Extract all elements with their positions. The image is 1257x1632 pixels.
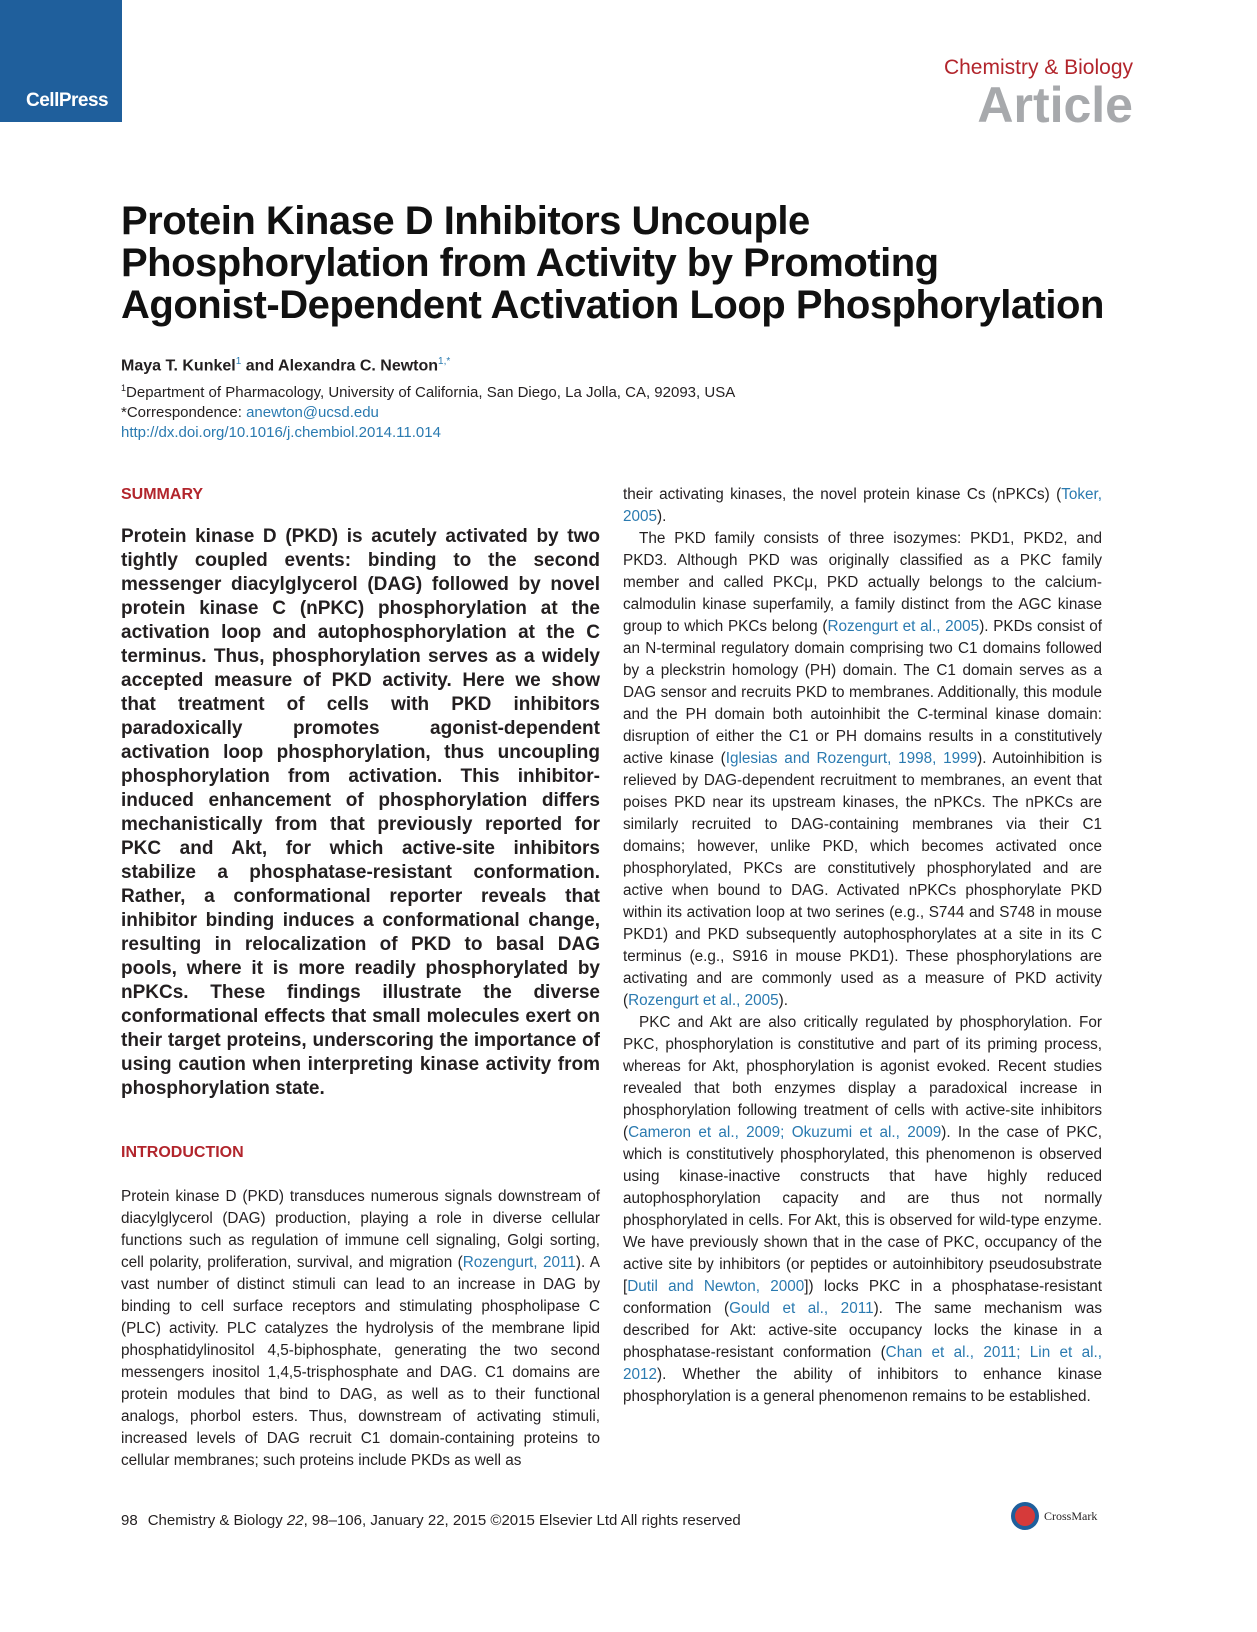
citation-link[interactable]: Cameron et al., 2009; Okuzumi et al., 2009	[628, 1124, 942, 1141]
summary-text: Protein kinase D (PKD) is acutely activated by two tightly coupled events: binding to the second messenger diacylglycerol (DAG) followed by novel protein kinase C (nPKC) phosphorylation at the activation loop and autophosphorylation at the C terminus. Thus, phosphorylation serves as a widely accepted measure of PKD activity. Here we show that treatment of cells with PKD inhibitors paradoxically promotes agonist-dependent activation loop phosphorylation, thus uncoupling phosphorylation from activation. This inhibitor-induced enhancement of phosphorylation differs mechanistically from that previously reported for PKC and Akt, for which active-site inhibitors stabilize a phosphatase-resistant conformation. Rather, a conformational reporter reveals that inhibitor binding induces a conformational change, resulting in relocalization of PKD to basal DAG pools, where it is more readily phosphorylated by nPKCs. These findings illustrate the diverse conformational effects that small molecules exert on their target proteins, underscoring the importance of using caution when interpreting kinase activity from phosphorylation state.	[121, 526, 600, 1099]
affiliation-block	[121, 378, 735, 443]
paragraph	[623, 1012, 1102, 1408]
cellpress-logo-text: CellPress	[26, 90, 109, 111]
introduction-heading: INTRODUCTION	[121, 1144, 244, 1161]
page-footer	[121, 1512, 741, 1529]
crossmark-label: CrossMark	[1044, 1508, 1098, 1523]
citation-link[interactable]: Rozengurt et al., 2005	[827, 618, 980, 635]
page-number: 98	[121, 1512, 138, 1529]
paragraph-text: PKC and Akt are also critically regulated by phosphorylation. For PKC, phosphorylation is constitutive and part of its priming process, whereas for Akt, phosphorylation is agonist evoked. Recent studies revealed that both enzymes display a paradoxical increase in phosphorylation following treatment of cells with active-site inhibitors (	[623, 1014, 1102, 1141]
correspondence-label: *Correspondence:	[121, 404, 247, 421]
paragraph-text: The PKD family consists of three isozymes: PKD1, PKD2, and PKD3. Although PKD was originally classified as a PKC family member and called PKCμ, PKD actually belongs to the calcium-calmodulin kinase superfamily, a family distinct from the AGC kinase group to which PKCs belong (	[623, 530, 1102, 635]
author-name: Alexandra C. Newton	[278, 357, 439, 375]
crossmark-icon	[1011, 1502, 1039, 1530]
paragraph-text: ). The same mechanism was described for Akt: active-site occupancy locks the kinase in a phosphatase-resistant conformation (	[623, 1300, 1102, 1361]
crossmark-badge[interactable]	[1011, 1502, 1097, 1530]
citation-link[interactable]: Chan et al., 2011; Lin et al., 2012	[623, 1344, 1102, 1383]
footer-volume: 22	[286, 1512, 304, 1529]
doi-link[interactable]: http://dx.doi.org/10.1016/j.chembiol.2014.11.014	[121, 424, 441, 441]
paragraph-text: ). PKDs consist of an N-terminal regulatory domain comprising two C1 domains followed by a pleckstrin homology (PH) domain. The C1 domain serves as a DAG sensor and recruits PKD to membranes. Additionally, this module and the PH domain both autoinhibit the C-terminal kinase domain: disruption of either the C1 or PH domains results in a constitutively active kinase (	[623, 618, 1102, 767]
paragraph	[623, 528, 1102, 1012]
citation-link[interactable]: Dutil and Newton, 2000	[627, 1278, 805, 1295]
citation-link[interactable]: Rozengurt et al., 2005	[628, 992, 779, 1009]
citation-link[interactable]: Iglesias and Rozengurt, 1998, 1999	[725, 750, 978, 767]
citation-link[interactable]: Toker, 2005	[623, 486, 1102, 525]
right-column	[623, 484, 1102, 1408]
author-name: Maya T. Kunkel	[121, 357, 236, 375]
paragraph-text: ]) locks PKC in a phosphatase-resistant conformation (	[623, 1278, 1102, 1317]
paragraph-text: their activating kinases, the novel protein kinase Cs (nPKCs) (	[623, 486, 1062, 503]
author-affil-mark: 1,*	[438, 356, 451, 367]
cellpress-logo	[26, 90, 108, 112]
journal-name: Chemistry & Biology	[943, 56, 1133, 79]
cellpress-banner	[0, 0, 122, 122]
paragraph-text: ).	[778, 992, 788, 1009]
paragraph-text: ).	[657, 508, 667, 525]
author-list	[121, 356, 450, 375]
citation-link[interactable]: Rozengurt, 2011	[462, 1254, 576, 1271]
summary-heading: SUMMARY	[121, 486, 204, 503]
paragraph	[121, 1186, 600, 1472]
paragraph-text: ). Whether the ability of inhibitors to enhance kinase phosphorylation is a general phenomenon remains to be established.	[623, 1366, 1102, 1405]
footer-journal: Chemistry & Biology	[147, 1512, 287, 1529]
citation-link[interactable]: Gould et al., 2011	[729, 1300, 874, 1317]
title-line: Phosphorylation from Activity by Promoting	[121, 241, 939, 285]
paragraph-text: Protein kinase D (PKD) transduces numerous signals downstream of diacylglycerol (DAG) production, playing a role in diverse cellular functions such as regulation of immune cell signaling, Golgi sorting, cell polarity, proliferation, survival, and migration (	[121, 1188, 600, 1271]
article-type: Article	[977, 77, 1133, 133]
paragraph-text: ). Autoinhibition is relieved by DAG-dependent recruitment to membranes, an event that poises PKD near its upstream kinases, the nPKCs. The nPKCs are similarly recruited to DAG-containing membranes via their C1 domains; however, unlike PKD, which becomes activated once phosphorylated, PKCs are constitutively phosphorylated and are active when bound to DAG. Activated nPKCs phosphorylate PKD within its activation loop at two serines (e.g., S744 and S748 in mouse PKD1) and PKD subsequently autophosphorylates at a site in its C terminus (e.g., S916 in mouse PKD1). These phosphorylations are activating and are commonly used as a measure of PKD activity (	[623, 750, 1102, 1009]
author-conjunction: and	[241, 357, 279, 375]
affiliation	[121, 378, 735, 403]
paper-title	[121, 200, 1131, 326]
paragraph-text: ). In the case of PKC, which is constitutively phosphorylated, this phenomenon is observed using kinase-inactive constructs that have highly reduced autophosphorylation capacity and are thus not normally phosphorylated in cells. For Akt, this is observed for wild-type enzyme. We have previously shown that in the case of PKC, occupancy of the active site by inhibitors (or peptides or autoinhibitory pseudosubstrate [	[623, 1124, 1103, 1295]
affiliation-mark: 1	[121, 383, 127, 393]
paragraph	[623, 484, 1102, 528]
author-affil-mark: 1	[235, 356, 242, 367]
affiliation-text: Department of Pharmacology, University of California, San Diego, La Jolla, CA, 92093, USA	[126, 384, 736, 401]
paragraph-text: ). A vast number of distinct stimuli can lead to an increase in DAG by binding to cell surface receptors and stimulating phospholipase C (PLC) activity. PLC catalyzes the hydrolysis of the membrane lipid phosphatidylinositol 4,5-biphosphate, generating the two second messengers inositol 1,4,5-trisphosphate and DAG. C1 domains are protein modules that bind to DAG, as well as to their functional analogs, phorbol esters. Thus, downstream of activating stimuli, increased levels of DAG recruit C1 domain-containing proteins to cellular membranes; such proteins include PKDs as well as	[121, 1254, 600, 1469]
footer-citation: , 98–106, January 22, 2015 ©2015 Elsevier Ltd All rights reserved	[303, 1512, 741, 1529]
email-link[interactable]: anewton@ucsd.edu	[246, 404, 379, 421]
journal-header	[943, 56, 1133, 133]
title-line: Protein Kinase D Inhibitors Uncouple	[121, 199, 810, 243]
correspondence	[121, 403, 735, 423]
introduction-column	[121, 1186, 600, 1472]
title-line: Agonist-Dependent Activation Loop Phosphorylation	[121, 283, 1104, 327]
